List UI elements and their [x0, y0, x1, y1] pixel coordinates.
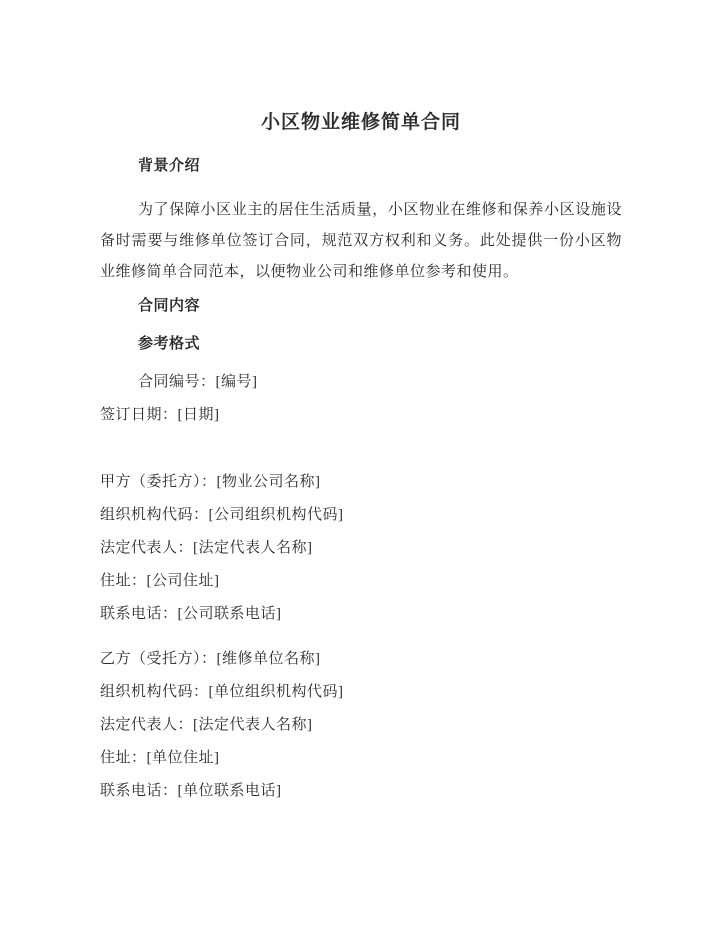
party-b-name-line: 乙方（受托方）：[维修单位名称] [100, 651, 321, 667]
party-b-legal-rep-line: 法定代表人：[法定代表人名称] [100, 717, 313, 733]
contract-number-line: 合同编号：[编号] [138, 374, 258, 390]
background-paragraph: 为了保障小区业主的居住生活质量，小区物业在维修和保养小区设施设备时需要与维修单位签订合同，规范双方权利和义务。此处提供一份小区物业维修简单合同范本，以便物业公司和维修单位参考和使用。 [100, 202, 622, 280]
reference-format-heading: 参考格式 [138, 336, 201, 352]
party-a-block [100, 474, 622, 623]
party-b-address-line: 住址：[单位住址] [100, 750, 220, 766]
party-a-legal-rep-line: 法定代表人：[法定代表人名称] [100, 540, 313, 556]
party-a-phone-line: 联系电话：[公司联系电话] [100, 606, 282, 622]
party-a-address-line: 住址：[公司住址] [100, 573, 220, 589]
party-b-block [100, 651, 622, 800]
party-b-org-code-line: 组织机构代码：[单位组织机构代码] [100, 684, 344, 700]
party-b-phone-line: 联系电话：[单位联系电话] [100, 783, 282, 799]
sign-date-line: 签订日期：[日期] [100, 407, 220, 423]
background-section-heading: 背景介绍 [138, 158, 201, 174]
party-a-name-line: 甲方（委托方）：[物业公司名称] [100, 474, 321, 490]
contract-content-heading: 合同内容 [138, 298, 201, 314]
party-a-org-code-line: 组织机构代码：[公司组织机构代码] [100, 507, 344, 523]
document-title: 小区物业维修简单合同 [260, 112, 461, 133]
